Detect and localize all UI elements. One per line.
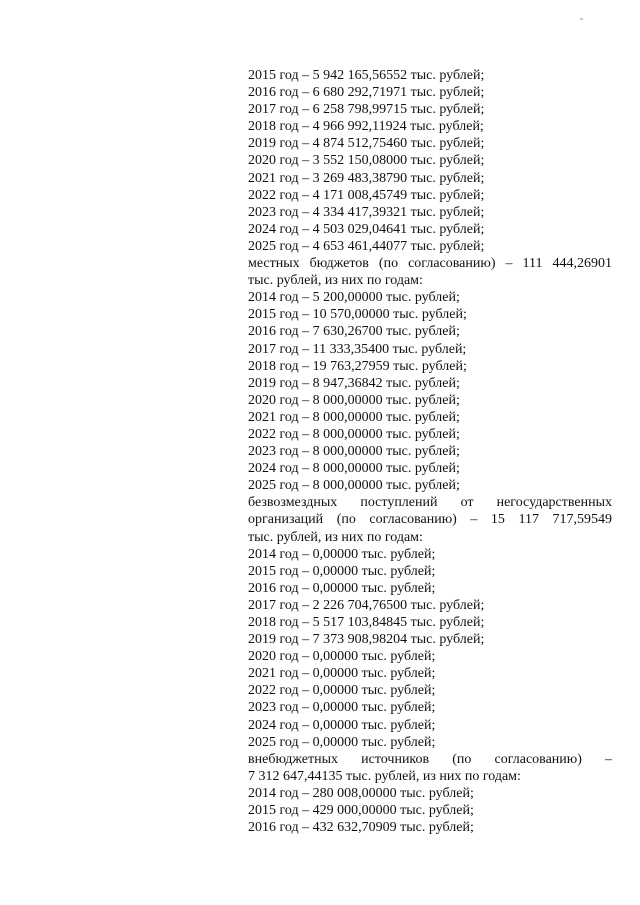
text-line: 2023 год – 0,00000 тыс. рублей; — [248, 700, 436, 716]
text-line: 2020 год – 0,00000 тыс. рублей; — [248, 649, 436, 665]
text-line: 2015 год – 5 942 165,56552 тыс. рублей; — [248, 68, 485, 83]
text-line: 2014 год – 0,00000 тыс. рублей; — [248, 546, 436, 562]
text-line: 2025 год – 8 000,00000 тыс. рублей; — [248, 478, 460, 494]
text-line: 2019 год – 4 874 512,75460 тыс. рублей; — [248, 136, 485, 152]
text-line: 2016 год – 432 632,70909 тыс. рублей; — [248, 820, 474, 836]
text-line: 2015 год – 10 570,00000 тыс. рублей; — [248, 307, 467, 323]
text-line: 2022 год – 8 000,00000 тыс. рублей; — [248, 426, 460, 442]
text-line: 2015 год – 429 000,00000 тыс. рублей; — [248, 803, 474, 819]
text-line: тыс. рублей, из них по годам: — [248, 273, 423, 289]
text-line: 2021 год – 8 000,00000 тыс. рублей; — [248, 409, 460, 425]
text-line: 2015 год – 0,00000 тыс. рублей; — [248, 563, 436, 579]
text-line: 2016 год – 6 680 292,71971 тыс. рублей; — [248, 85, 485, 101]
text-line: 2024 год – 8 000,00000 тыс. рублей; — [248, 461, 460, 477]
text-line: организаций (по согласованию) – 15 117 717,59549 — [248, 512, 612, 528]
text-line: 2021 год – 0,00000 тыс. рублей; — [248, 666, 436, 682]
text-line: 2020 год – 8 000,00000 тыс. рублей; — [248, 392, 460, 408]
text-line: 2021 год – 3 269 483,38790 тыс. рублей; — [248, 170, 485, 186]
document-text-block — [248, 67, 612, 836]
text-line: 2019 год – 7 373 908,98204 тыс. рублей; — [248, 632, 485, 648]
text-line: местных бюджетов (по согласованию) – 111 444,26901 — [248, 256, 612, 272]
text-line: 2018 год – 5 517 103,84845 тыс. рублей; — [248, 615, 485, 630]
text-line: тыс. рублей, из них по годам: — [248, 529, 423, 545]
text-line: 2025 год – 4 653 461,44077 тыс. рублей; — [248, 238, 485, 254]
text-line: 2025 год – 0,00000 тыс. рублей; — [248, 734, 436, 750]
text-line: безвозмездных поступлений от негосударственных — [248, 495, 612, 511]
text-line: 2018 год – 4 966 992,11924 тыс. рублей; — [248, 119, 484, 135]
text-line: 2016 год – 0,00000 тыс. рублей; — [248, 580, 436, 596]
text-line: 7 312 647,44135 тыс. рублей, из них по годам: — [248, 768, 521, 784]
text-line: 2022 год – 4 171 008,45749 тыс. рублей; — [248, 187, 485, 203]
text-line: 2019 год – 8 947,36842 тыс. рублей; — [248, 375, 460, 391]
text-line: 2024 год – 0,00000 тыс. рублей; — [248, 717, 436, 733]
text-line: 2017 год – 2 226 704,76500 тыс. рублей; — [248, 597, 485, 613]
text-line: 2017 год – 6 258 798,99715 тыс. рублей; — [248, 102, 485, 118]
scan-speck — [580, 18, 583, 20]
text-line: 2020 год – 3 552 150,08000 тыс. рублей; — [248, 153, 485, 169]
text-line: 2023 год – 4 334 417,39321 тыс. рублей; — [248, 204, 485, 220]
text-line: 2016 год – 7 630,26700 тыс. рублей; — [248, 324, 460, 340]
text-line: 2014 год – 5 200,00000 тыс. рублей; — [248, 290, 460, 306]
text-line: 2017 год – 11 333,35400 тыс. рублей; — [248, 341, 467, 357]
text-line: 2023 год – 8 000,00000 тыс. рублей; — [248, 444, 460, 460]
text-line: внебюджетных источников (по согласованию) – — [248, 751, 612, 767]
text-line: 2022 год – 0,00000 тыс. рублей; — [248, 683, 436, 699]
text-line: 2014 год – 280 008,00000 тыс. рублей; — [248, 785, 474, 801]
text-line: 2018 год – 19 763,27959 тыс. рублей; — [248, 358, 467, 374]
text-line: 2024 год – 4 503 029,04641 тыс. рублей; — [248, 221, 485, 237]
